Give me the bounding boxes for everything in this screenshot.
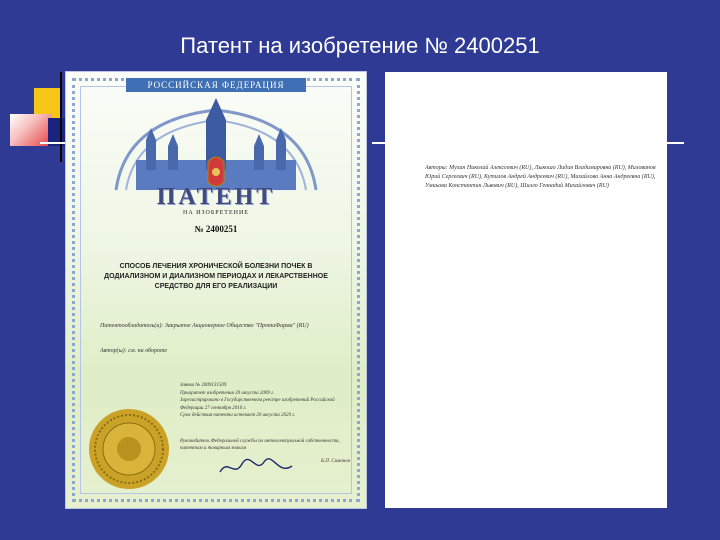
patent-front-page [66, 72, 366, 508]
patent-details [180, 382, 350, 420]
patent-doc-subtype: НА ИЗОБРЕТЕНИЕ [183, 210, 249, 216]
patent-back-page [385, 72, 667, 508]
registration-info: Зарегистрировано в Государственном реестре изобретений Российской Федерации 27 сентября 2010 г. [180, 398, 335, 411]
kremlin-emblem-icon [106, 90, 326, 198]
decor-vertical-line [60, 72, 62, 162]
signatory-role: Руководитель Федеральной службы по интеллектуальной собственности, патентам и товарным знакам [180, 439, 340, 451]
gold-seal-icon [88, 408, 170, 490]
patent-number: № 2400251 [194, 224, 238, 234]
patent-author: Автор(ы): см. на обороте [100, 348, 167, 354]
patent-owner: Патентообладатель(и): Закрытое Акционерное Общество "ПротиФарма" (RU) [100, 323, 309, 329]
authors-list: Авторы: Мухин Николай Алексеевич (RU), Лыкошо Лидия Владимировна (RU), Милованов Юрий Сергеевич (RU), Кутилов Андрей Андреевич (RU), Михайлова Анна Андреевна (RU), Умиьова Константин Львович (RU), Шилло Геннадий Михайлович (RU) [425, 165, 656, 189]
validity-info: Срок действия патента истекает 20 августа 2029 г. [180, 413, 296, 418]
signatory-name: Б.П. Симонов [321, 459, 350, 464]
slide-title: Патент на изобретение № 2400251 [180, 33, 540, 58]
patent-header: РОССИЙСКАЯ ФЕДЕРАЦИЯ [126, 78, 306, 92]
invention-name: СПОСОБ ЛЕЧЕНИЯ ХРОНИЧЕСКОЙ БОЛЕЗНИ ПОЧЕК В ДОДИАЛИЗНОМ И ДИАЛИЗНОМ ПЕРИОДАХ И ЛЕКАРСТВЕННОЕ СРЕДСТВО ДЛЯ ЕГО РЕАЛИЗАЦИИ [104, 263, 328, 290]
signature-icon [216, 454, 296, 480]
priority-date: Приоритет изобретения 20 августа 2009 г. [180, 390, 275, 396]
application-number: Заявка № 2009131509 [180, 383, 227, 388]
patent-doc-type: ПАТЕНТ [156, 184, 276, 210]
